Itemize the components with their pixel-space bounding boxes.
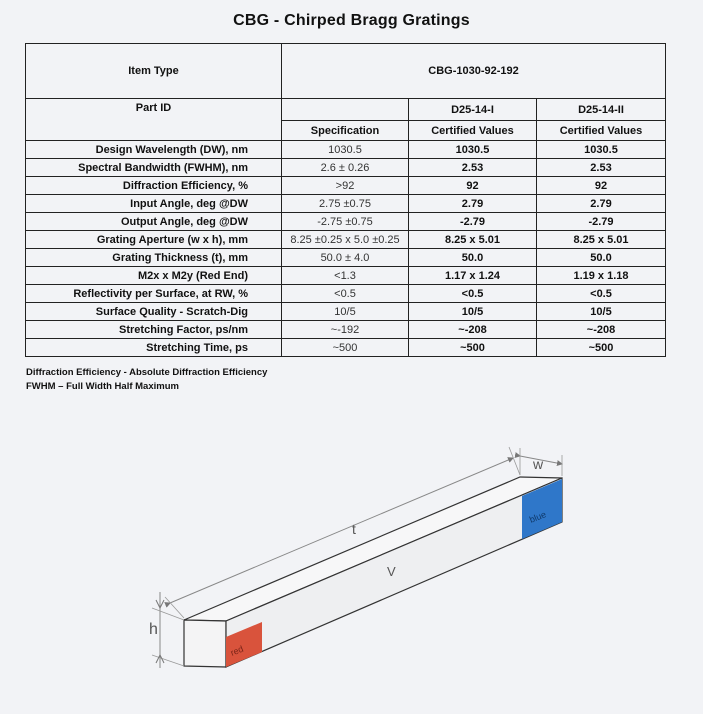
h-ext-top xyxy=(152,608,184,620)
row-spec: <1.3 xyxy=(282,267,409,285)
specification-table xyxy=(25,43,666,357)
part-id-row xyxy=(26,99,666,121)
table-row xyxy=(26,339,666,357)
row-value-1: 2.53 xyxy=(409,159,537,177)
bar-front-face xyxy=(184,620,226,667)
v-label: V xyxy=(387,564,396,579)
row-spec: 50.0 ± 4.0 xyxy=(282,249,409,267)
row-spec: -2.75 ±0.75 xyxy=(282,213,409,231)
row-value-1: ~-208 xyxy=(409,321,537,339)
row-param: Stretching Factor, ps/nm xyxy=(26,321,282,339)
t-ext-right xyxy=(509,447,520,475)
row-param: Design Wavelength (DW), nm xyxy=(26,141,282,159)
table-row xyxy=(26,195,666,213)
table-row xyxy=(26,159,666,177)
row-value-1: <0.5 xyxy=(409,285,537,303)
row-value-2: 50.0 xyxy=(537,249,666,267)
table-row xyxy=(26,249,666,267)
table-row xyxy=(26,267,666,285)
blue-end-label: blue xyxy=(528,509,548,525)
row-value-2: 1030.5 xyxy=(537,141,666,159)
table-row xyxy=(26,303,666,321)
row-value-1: -2.79 xyxy=(409,213,537,231)
cert-header-1: Certified Values xyxy=(409,121,537,141)
row-spec: 2.6 ± 0.26 xyxy=(282,159,409,177)
item-type-row xyxy=(26,44,666,99)
t-ext-left xyxy=(165,597,184,618)
footnote-diffraction: Diffraction Efficiency - Absolute Diffraction Efficiency xyxy=(26,367,268,378)
row-value-1: 92 xyxy=(409,177,537,195)
part-id-2: D25-14-II xyxy=(537,99,666,121)
row-param: M2x x M2y (Red End) xyxy=(26,267,282,285)
row-value-2: 2.79 xyxy=(537,195,666,213)
grating-diagram xyxy=(0,420,703,714)
table-row xyxy=(26,285,666,303)
row-value-2: -2.79 xyxy=(537,213,666,231)
item-type-value: CBG-1030-92-192 xyxy=(282,44,666,99)
table-row xyxy=(26,213,666,231)
t-label: t xyxy=(352,521,356,537)
row-spec: <0.5 xyxy=(282,285,409,303)
row-spec: ~-192 xyxy=(282,321,409,339)
row-value-1: 1030.5 xyxy=(409,141,537,159)
row-spec: 10/5 xyxy=(282,303,409,321)
row-param: Grating Thickness (t), mm xyxy=(26,249,282,267)
part-id-label: Part ID xyxy=(26,99,282,141)
row-spec: 1030.5 xyxy=(282,141,409,159)
row-param: Grating Aperture (w x h), mm xyxy=(26,231,282,249)
row-value-2: 8.25 x 5.01 xyxy=(537,231,666,249)
row-spec: ~500 xyxy=(282,339,409,357)
row-spec: 2.75 ±0.75 xyxy=(282,195,409,213)
row-param: Input Angle, deg @DW xyxy=(26,195,282,213)
row-param: Spectral Bandwidth (FWHM), nm xyxy=(26,159,282,177)
footnotes xyxy=(26,366,267,394)
row-value-1: ~500 xyxy=(409,339,537,357)
row-value-2: ~-208 xyxy=(537,321,666,339)
row-param: Reflectivity per Surface, at RW, % xyxy=(26,285,282,303)
table-row xyxy=(26,177,666,195)
footnote-fwhm: FWHM – Full Width Half Maximum xyxy=(26,381,179,392)
table-row xyxy=(26,141,666,159)
row-value-1: 8.25 x 5.01 xyxy=(409,231,537,249)
table-row xyxy=(26,321,666,339)
row-value-1: 2.79 xyxy=(409,195,537,213)
row-value-2: 2.53 xyxy=(537,159,666,177)
row-spec: 8.25 ±0.25 x 5.0 ±0.25 xyxy=(282,231,409,249)
row-value-2: 10/5 xyxy=(537,303,666,321)
row-param: Stretching Time, ps xyxy=(26,339,282,357)
w-label: w xyxy=(533,456,544,472)
table-row xyxy=(26,231,666,249)
row-value-1: 1.17 x 1.24 xyxy=(409,267,537,285)
part-id-1: D25-14-I xyxy=(409,99,537,121)
row-value-2: 92 xyxy=(537,177,666,195)
row-value-2: 1.19 x 1.18 xyxy=(537,267,666,285)
row-param: Surface Quality - Scratch-Dig xyxy=(26,303,282,321)
row-spec: >92 xyxy=(282,177,409,195)
row-value-2: ~500 xyxy=(537,339,666,357)
page-title: CBG - Chirped Bragg Gratings xyxy=(233,12,470,29)
h-label: h xyxy=(149,621,158,638)
row-param: Diffraction Efficiency, % xyxy=(26,177,282,195)
row-param: Output Angle, deg @DW xyxy=(26,213,282,231)
spec-header: Specification xyxy=(282,121,409,141)
cert-header-2: Certified Values xyxy=(537,121,666,141)
row-value-1: 10/5 xyxy=(409,303,537,321)
item-type-label: Item Type xyxy=(26,44,282,99)
row-value-1: 50.0 xyxy=(409,249,537,267)
part-id-blank xyxy=(282,99,409,121)
red-end-label: red xyxy=(229,643,245,658)
row-value-2: <0.5 xyxy=(537,285,666,303)
